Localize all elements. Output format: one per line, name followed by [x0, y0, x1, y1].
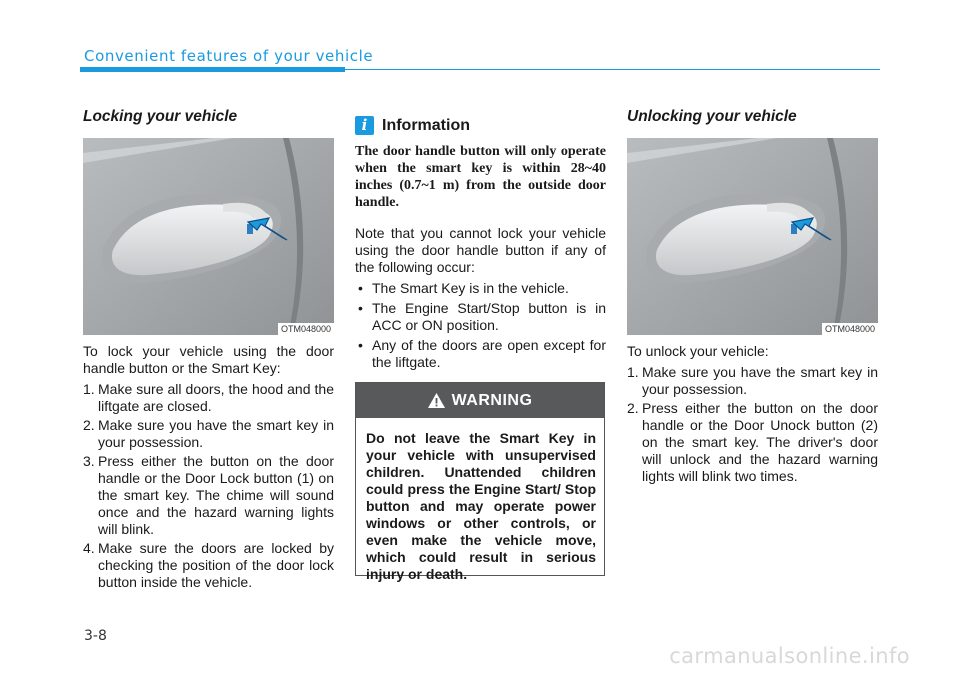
- warning-box: [355, 382, 605, 582]
- unlocking-intro: To unlock your vehicle:: [627, 343, 769, 359]
- step-text: Make sure the doors are locked by checking the position of the door lock button inside the vehicle.: [98, 540, 334, 590]
- information-section: [355, 112, 606, 374]
- warning-label: WARNING: [451, 391, 533, 409]
- header-rule-thin: [345, 69, 880, 70]
- list-item: [83, 540, 334, 591]
- list-item: • The Engine Start/Stop button is in ACC or ON position.: [355, 300, 606, 334]
- figure-code: OTM048000: [278, 323, 334, 335]
- information-title: Information: [382, 116, 470, 134]
- door-handle-illustration: [83, 138, 334, 335]
- list-item: [83, 453, 334, 538]
- locking-heading: Locking your vehicle: [83, 108, 238, 125]
- information-icon: i: [355, 116, 374, 135]
- step-text: Press either the button on the door handle or the Door Unock button (2) on the smart key. The driver's door will unlock and the hazard warning lights will blink two times.: [642, 400, 878, 484]
- warning-text: Do not leave the Smart Key in your vehicle with unsupervised children. Unattended children could press the Engine Start/ Stop button and may operate power windows or other controls, or even make the vehicle move, which could result in serious injury or death.: [366, 430, 596, 582]
- door-handle-figure: [627, 138, 878, 335]
- step-text: Make sure you have the smart key in your possession.: [98, 417, 334, 450]
- information-body: Note that you cannot lock your vehicle using the door handle button if any of the following occur:: [355, 225, 606, 275]
- information-note: The door handle button will only operate when the smart key is within 28~40 inches (0.7~1 m) from the outside door handle.: [355, 144, 606, 210]
- watermark: carmanualsonline.info: [669, 644, 910, 668]
- step-number: 1.: [83, 381, 95, 397]
- step-text: Make sure all doors, the hood and the liftgate are closed.: [98, 381, 334, 414]
- page-number: 3-8: [84, 628, 107, 644]
- step-number: 3.: [83, 453, 95, 469]
- step-number: 4.: [83, 540, 95, 556]
- list-item: • The Smart Key is in the vehicle.: [355, 280, 606, 297]
- step-text: Press either the button on the door handle or the Door Lock button (1) on the smart key. The chime will sound once and the hazard warning lights will blink.: [98, 453, 334, 537]
- unlocking-steps: [627, 364, 878, 485]
- unlocking-heading: Unlocking your vehicle: [627, 108, 797, 125]
- step-number: 1.: [627, 364, 639, 380]
- list-item: [83, 417, 334, 451]
- list-item: [627, 364, 878, 398]
- locking-steps: [83, 381, 334, 591]
- door-handle-illustration: [627, 138, 878, 335]
- information-header: [355, 116, 606, 135]
- door-handle-figure: [83, 138, 334, 335]
- figure-code: OTM048000: [822, 323, 878, 335]
- locking-section: [83, 108, 334, 593]
- step-number: 2.: [83, 417, 95, 433]
- step-number: 2.: [627, 400, 639, 416]
- warning-header: [356, 383, 604, 418]
- list-item: [83, 381, 334, 415]
- locking-intro: To lock your vehicle using the door handle button or the Smart Key:: [83, 343, 334, 376]
- unlocking-section: [627, 108, 878, 487]
- information-bullets: [355, 280, 606, 371]
- list-item: • Any of the doors are open except for the liftgate.: [355, 337, 606, 371]
- warning-triangle-icon: [428, 393, 445, 408]
- header-title: Convenient features of your vehicle: [84, 47, 374, 65]
- list-item: [627, 400, 878, 485]
- step-text: Make sure you have the smart key in your possession.: [642, 364, 878, 397]
- header-rule-thick: [80, 67, 345, 72]
